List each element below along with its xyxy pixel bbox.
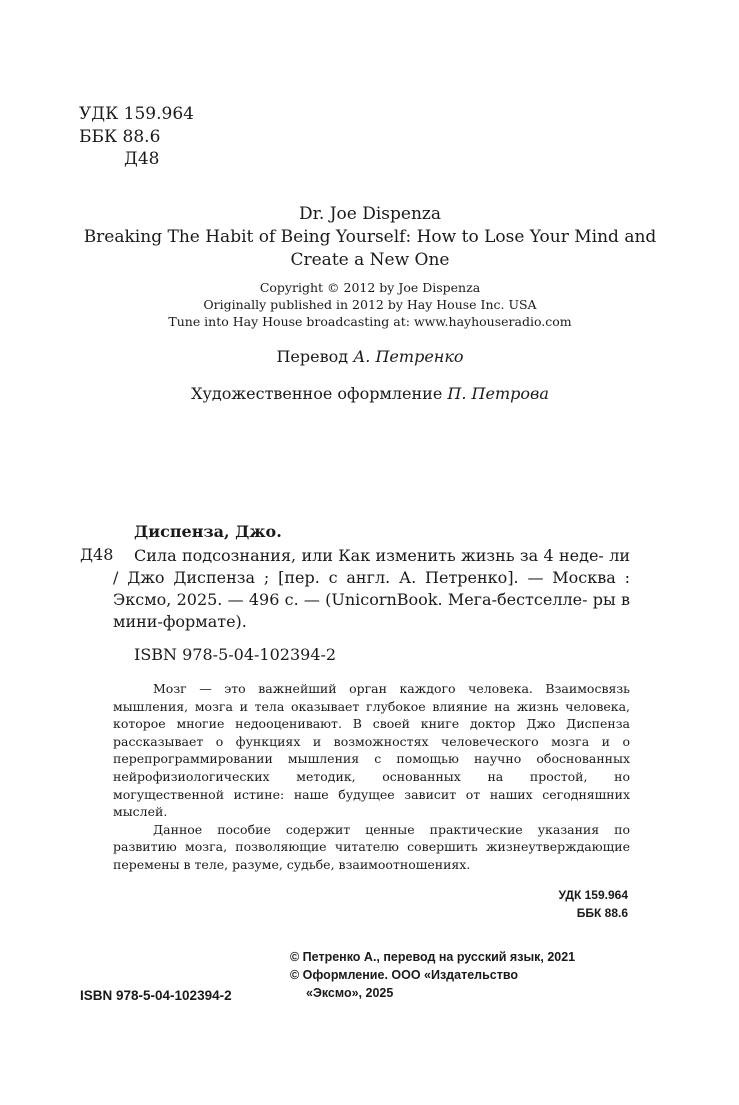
- design-label: Художественное оформление: [191, 384, 443, 403]
- original-copyright-block: [60, 279, 680, 330]
- designer-name: П. Петрова: [447, 384, 549, 403]
- translator-name: А. Петренко: [353, 347, 464, 366]
- translation-copyright: © Петренко А., перевод на русский язык, 2021: [290, 950, 576, 964]
- author-sign: Д48: [124, 149, 160, 169]
- udk-code: УДК 159.964: [79, 104, 194, 124]
- catalog-line-1: Сила подсознания, или Как изменить жизнь за 4 неде-: [134, 546, 604, 565]
- original-title-line-2: Create a New One: [290, 250, 450, 270]
- design-copyright-line-2: «Эксмо», 2025: [306, 986, 394, 1000]
- translation-credit: [60, 347, 680, 366]
- footer-bbk: ББК 88.6: [576, 906, 628, 920]
- catalog-line-2: ли / Джо Диспенза ; [пер. с англ. А. Петренко]. — Москва :: [113, 546, 631, 587]
- catalog-line-4: ры в мини-формате).: [113, 590, 630, 631]
- footer-classification-codes: [420, 886, 628, 922]
- classification-codes: [79, 103, 194, 171]
- catalog-description: [113, 545, 630, 633]
- translation-label: Перевод: [276, 347, 349, 366]
- catalog-line-3: Эксмо, 2025. — 496 с. — (UnicornBook. Мега-бестселле-: [113, 590, 588, 609]
- footer-udk: УДК 159.964: [558, 888, 628, 902]
- original-tune-in: Tune into Hay House broadcasting at: www.hayhouseradio.com: [168, 314, 572, 329]
- catalog-author-sign: Д48: [80, 545, 114, 564]
- original-copyright: Copyright © 2012 by Joe Dispenza: [259, 280, 481, 295]
- footer-isbn: ISBN 978-5-04-102394-2: [80, 988, 232, 1003]
- footer-copyright: [290, 948, 650, 1002]
- original-title-block: [60, 203, 680, 272]
- annotation-paragraph-1: Мозг — это важнейший орган каждого человека. Взаимосвязь мышления, мозга и тела оказывает глубокое влияние на жизнь человека, которое многие недооценивают. В своей книге доктор Джо Диспенза рассказывает о функциях и возможностях человеческого мозга и о перепрограммировании мышления с помощью научно обоснованных нейрофизиологических методик, основанных на простой, но могущественной истине: наше будущее зависит от наших сегодняшних мыслей.: [113, 681, 630, 820]
- original-title-line-1: Breaking The Habit of Being Yourself: How to Lose Your Mind and: [83, 227, 657, 247]
- design-copyright-line-1: © Оформление. ООО «Издательство: [290, 968, 518, 982]
- bbk-code: ББК 88.6: [79, 126, 161, 147]
- annotation-paragraph-2: Данное пособие содержит ценные практические указания по развитию мозга, позволяющие читателю совершить жизнеутверждающие перемены в теле, разуме, судьбе, взаимоотношениях.: [113, 821, 630, 872]
- catalog-author-heading: Диспенза, Джо.: [134, 522, 282, 541]
- original-author: Dr. Joe Dispenza: [299, 204, 441, 224]
- design-credit: [60, 384, 680, 403]
- annotation: [113, 680, 630, 874]
- original-published: Originally published in 2012 by Hay House Inc. USA: [203, 297, 537, 312]
- catalog-isbn: ISBN 978-5-04-102394-2: [134, 645, 337, 664]
